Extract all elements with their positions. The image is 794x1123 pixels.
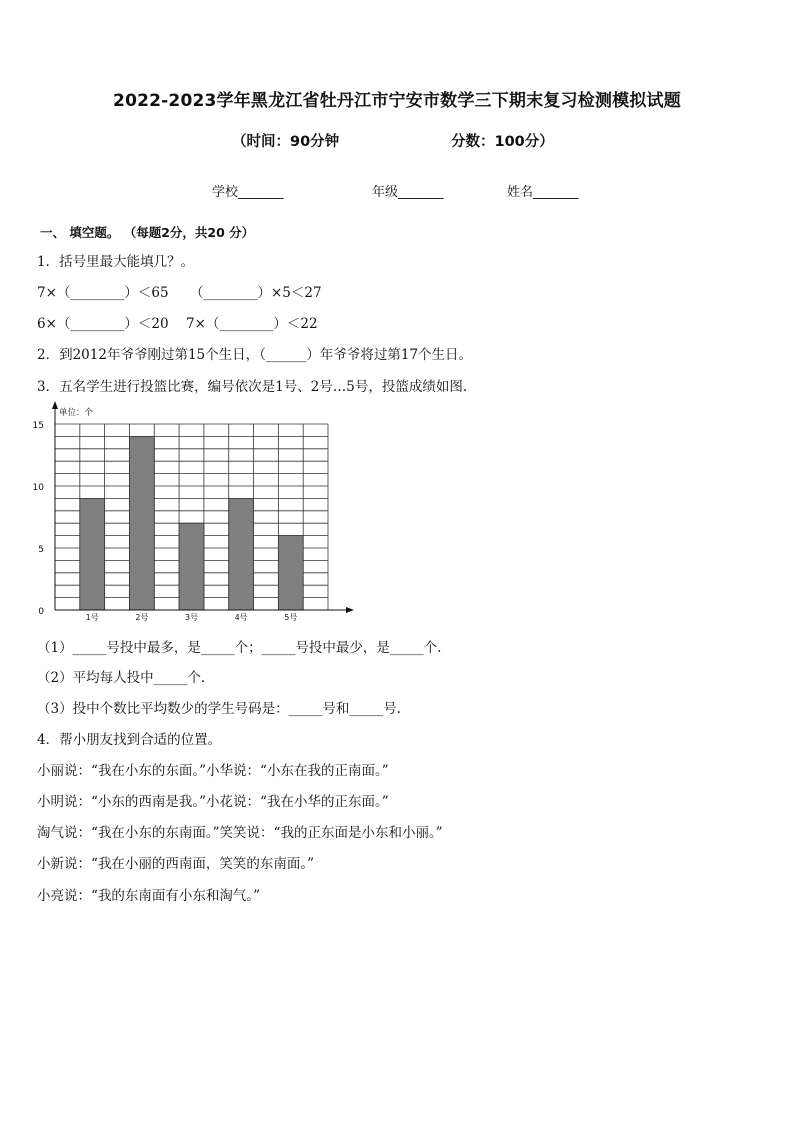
y-axis-unit-label: 单位：个 — [59, 408, 94, 418]
exam-time: （时间：90分钟 — [232, 134, 340, 150]
x-tick-label: 5号 — [284, 613, 298, 622]
name-field: 姓名_______ — [507, 185, 579, 200]
bar-2 — [129, 436, 154, 610]
statement-xiaoxin: 小新说：“我在小丽的西南面，笑笑的东南面。” — [37, 856, 315, 872]
y-tick-label: 15 — [32, 421, 44, 431]
question-3-part-1: （1）_____号投中最多，是_____个；_____号投中最少，是_____个. — [37, 640, 442, 656]
question-3-part-2: （2）平均每人投中_____个. — [37, 670, 206, 686]
bar-5 — [278, 536, 303, 610]
x-tick-label: 3号 — [184, 613, 199, 622]
statement-xiaoliang: 小亮说：“我的东南面有小东和淘气。” — [37, 888, 261, 904]
question-1-c: 6×（________）＜20 — [37, 316, 169, 332]
section-heading: 一、 填空题。 （每题2分，共20 分） — [40, 225, 255, 240]
question-1: 1．括号里最大能填几？。 — [37, 254, 195, 270]
statement-taoqi: 淘气说：“我在小东的东南面。”笑笑说：“我的正东面是小东和小丽。” — [37, 825, 443, 841]
statement-xiaoming: 小明说：“小东的西南是我。”小花说：“我在小华的正东面。” — [37, 794, 389, 810]
bar-4 — [229, 498, 254, 610]
y-tick-label: 10 — [32, 483, 44, 493]
bar-1 — [80, 498, 105, 610]
y-axis-arrow — [52, 401, 58, 409]
school-field: 学校_______ — [212, 185, 284, 200]
question-3: 3．五名学生进行投篮比赛，编号依次是1号、2号…5号，投篮成绩如图. — [37, 379, 468, 395]
bar-3 — [179, 523, 204, 610]
x-tick-label: 4号 — [234, 613, 248, 622]
question-4: 4．帮小朋友找到合适的位置。 — [37, 732, 222, 748]
chart-labels — [33, 407, 298, 622]
y-tick-label: 5 — [38, 545, 44, 555]
question-1-b: （________）×5＜27 — [190, 285, 322, 301]
question-1-a: 7×（________）＜65 — [37, 285, 169, 301]
x-tick-label: 2号 — [135, 613, 149, 622]
page-title: 2022-2023学年黑龙江省牡丹江市宁安市数学三下期末复习检测模拟试题 — [113, 91, 681, 111]
x-tick-label: 1号 — [85, 613, 99, 622]
question-2: 2．到2012年爷爷刚过第15个生日，（______）年爷爷将过第17个生日。 — [37, 347, 473, 363]
y-tick-label: 0 — [38, 607, 44, 617]
question-1-d: 7×（________）＜22 — [186, 316, 318, 332]
statement-xiaoli: 小丽说：“我在小东的东面。”小华说：“小东在我的正南面。” — [37, 763, 389, 779]
x-axis-arrow — [346, 607, 354, 613]
question-3-part-3: （3）投中个数比平均数少的学生号码是：_____号和_____号. — [37, 701, 401, 717]
exam-score: 分数：100分） — [451, 134, 554, 150]
grade-field: 年级_______ — [372, 185, 444, 200]
basketball-bar-chart — [30, 398, 370, 630]
